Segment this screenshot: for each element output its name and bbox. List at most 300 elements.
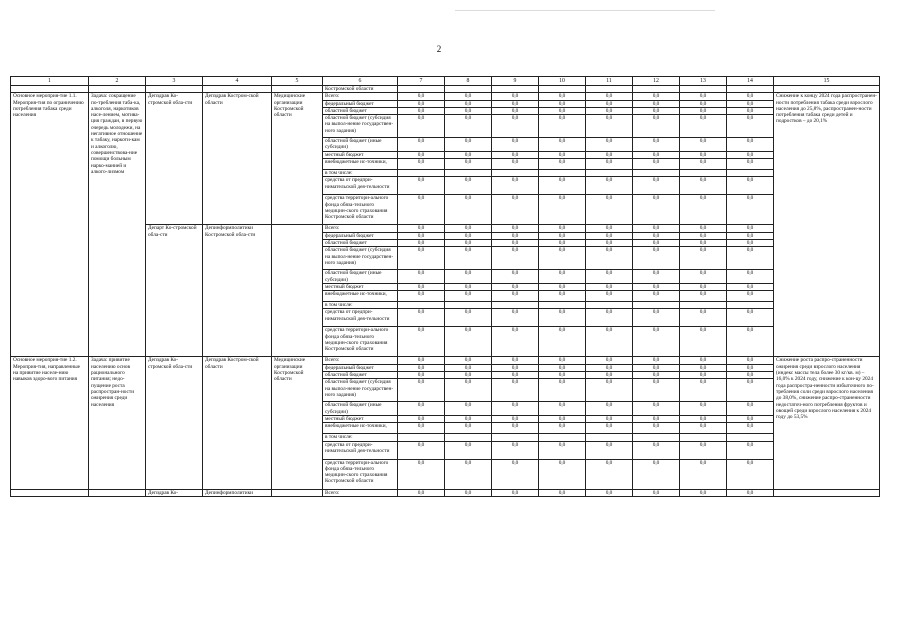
funding-value: 0,0 (586, 423, 633, 434)
funding-value: 0,0 (492, 225, 539, 232)
responsible-executor: Департ Ко-стромской обла-сти (146, 225, 203, 357)
funding-value: 0,0 (492, 441, 539, 459)
funding-value: 0,0 (633, 364, 680, 371)
funding-value: 0,0 (586, 107, 633, 114)
funding-value (398, 434, 445, 441)
funding-value: 0,0 (633, 239, 680, 246)
responsible-executor: Депздрав Ко-стромской обла-сти (146, 93, 203, 225)
funding-value: 0,0 (727, 100, 774, 107)
funding-source: средства территори-ального фонда обяза-тельного медицин-ского страхования Костромской области (323, 459, 398, 489)
funding-source: местный бюджет (323, 283, 398, 290)
funding-value: 0,0 (445, 115, 492, 138)
funding-value: 0,0 (727, 309, 774, 327)
funding-value: 0,0 (727, 379, 774, 402)
funding-value: 0,0 (727, 159, 774, 170)
funding-value: 0,0 (586, 415, 633, 422)
funding-value: 0,0 (398, 270, 445, 284)
funding-value: 0,0 (586, 283, 633, 290)
funding-value: 0,0 (445, 309, 492, 327)
funding-value: 0,0 (492, 115, 539, 138)
funding-value: 0,0 (680, 151, 727, 158)
funding-value: 0,0 (680, 247, 727, 270)
funding-value: 0,0 (398, 247, 445, 270)
funding-value: 0,0 (586, 232, 633, 239)
expected-result: Снижение роста распро-страненности ожирения среди взрослого населения (индекс массы тела более 30 кг/кв. м) – 16,0% к 2024 году, снижение к кон-цу 2024 года распростра-ненности избыточного по-требления соли среди взрослого населения до 38,0%, снижение распро-страненности недостаточ-ного потребления фруктов и овощей среди взрослого населения к 2024 году до 53,5% (774, 357, 880, 489)
measure-title: Основное мероприя-тие 1.2. Мероприя-тия, направленные на привитие населе-нию навыков здоро-вого питания (11, 357, 89, 489)
funding-value: 0,0 (492, 423, 539, 434)
funding-value: 0,0 (445, 415, 492, 422)
funding-value: 0,0 (492, 327, 539, 357)
funding-value: 0,0 (398, 239, 445, 246)
funding-value: 0,0 (633, 159, 680, 170)
funding-value: 0,0 (539, 291, 586, 302)
funding-value: 0,0 (633, 309, 680, 327)
funding-value: 0,0 (727, 93, 774, 100)
funding-value: 0,0 (680, 100, 727, 107)
funding-value: 0,0 (727, 327, 774, 357)
column-number: 15 (774, 77, 880, 86)
funding-value (727, 434, 774, 441)
participant-organization (272, 225, 323, 357)
funding-value: 0,0 (492, 402, 539, 416)
funding-value: 0,0 (398, 107, 445, 114)
funding-value: 0,0 (539, 372, 586, 379)
funding-value: 0,0 (727, 232, 774, 239)
funding-value: 0,0 (398, 357, 445, 364)
funding-value: 0,0 (398, 283, 445, 290)
funding-value: 0,0 (445, 291, 492, 302)
funding-value: 0,0 (492, 138, 539, 152)
funding-value: 0,0 (586, 489, 633, 496)
funding-value: 0,0 (586, 402, 633, 416)
funding-value: 0,0 (539, 283, 586, 290)
funding-value: 0,0 (680, 372, 727, 379)
funding-value: 0,0 (398, 93, 445, 100)
funding-value (633, 302, 680, 309)
funding-value: 0,0 (539, 402, 586, 416)
funding-value: 0,0 (398, 177, 445, 195)
funding-value: 0,0 (586, 247, 633, 270)
funding-value: 0,0 (680, 441, 727, 459)
funding-row (11, 357, 880, 364)
funding-value (492, 434, 539, 441)
funding-source: внебюджетные ис-точники, (323, 291, 398, 302)
funding-value: 0,0 (586, 364, 633, 371)
column-number: 9 (492, 77, 539, 86)
funding-value: 0,0 (539, 270, 586, 284)
funding-source: внебюджетные ис-точники, (323, 159, 398, 170)
funding-value: 0,0 (398, 379, 445, 402)
funding-source: Всего: (323, 489, 398, 496)
funding-value: 0,0 (492, 372, 539, 379)
funding-value (398, 302, 445, 309)
funding-source: Всего: (323, 225, 398, 232)
funding-value: 0,0 (445, 151, 492, 158)
funding-source: областной бюджет (иные субсидии) (323, 402, 398, 416)
funding-value: 0,0 (539, 327, 586, 357)
measure-title: Основное мероприя-тие 1.1. Мероприя-тия по ограничению потребления табака среди населения (11, 93, 89, 357)
funding-value (727, 170, 774, 177)
funding-value: 0,0 (680, 291, 727, 302)
funding-value: 0,0 (633, 270, 680, 284)
funding-value: 0,0 (492, 459, 539, 489)
funding-value: 0,0 (727, 239, 774, 246)
funding-value: 0,0 (398, 327, 445, 357)
funding-value: 0,0 (727, 489, 774, 496)
funding-value: 0,0 (633, 225, 680, 232)
program-table (10, 76, 880, 497)
funding-value: 0,0 (633, 247, 680, 270)
funding-value: 0,0 (492, 232, 539, 239)
funding-value: 0,0 (539, 151, 586, 158)
funding-value: 0,0 (492, 93, 539, 100)
funding-value: 0,0 (633, 402, 680, 416)
funding-value: 0,0 (633, 291, 680, 302)
funding-value: 0,0 (492, 309, 539, 327)
funding-value: 0,0 (539, 138, 586, 152)
funding-value: 0,0 (680, 177, 727, 195)
funding-value: 0,0 (680, 283, 727, 290)
funding-value: 0,0 (680, 159, 727, 170)
funding-value: 0,0 (539, 107, 586, 114)
funding-source: областной бюджет (субсидия на выпол-нение государствен-ного задания) (323, 115, 398, 138)
funding-value: 0,0 (445, 225, 492, 232)
funding-value: 0,0 (633, 441, 680, 459)
funding-value (539, 302, 586, 309)
funding-source: областной бюджет (323, 107, 398, 114)
funding-value: 0,0 (492, 177, 539, 195)
funding-row (11, 93, 880, 100)
funding-value: 0,0 (445, 138, 492, 152)
funding-value: 0,0 (492, 107, 539, 114)
responsible-executor: Депздрав Ко- (146, 489, 203, 496)
funding-value (680, 302, 727, 309)
funding-value: 0,0 (633, 177, 680, 195)
funding-value: 0,0 (727, 138, 774, 152)
funding-source: местный бюджет (323, 151, 398, 158)
column-number: 14 (727, 77, 774, 86)
funding-value: 0,0 (680, 225, 727, 232)
funding-value: 0,0 (633, 327, 680, 357)
funding-value (680, 170, 727, 177)
funding-value: 0,0 (445, 177, 492, 195)
funding-value: 0,0 (445, 195, 492, 225)
funding-value: 0,0 (398, 402, 445, 416)
funding-value: 0,0 (586, 379, 633, 402)
funding-value: 0,0 (680, 357, 727, 364)
column-number-row (11, 77, 880, 86)
funding-value: 0,0 (398, 309, 445, 327)
funding-value (445, 434, 492, 441)
funding-value: 0,0 (727, 459, 774, 489)
funding-value: 0,0 (680, 232, 727, 239)
funding-value: 0,0 (727, 415, 774, 422)
funding-value: 0,0 (680, 107, 727, 114)
funding-value: 0,0 (539, 232, 586, 239)
funding-value (492, 302, 539, 309)
funding-value (727, 302, 774, 309)
funding-value: 0,0 (539, 100, 586, 107)
funding-source: федеральный бюджет (323, 364, 398, 371)
funding-value: 0,0 (539, 177, 586, 195)
funding-value: 0,0 (398, 372, 445, 379)
funding-source: средства от предпри-нимательской дея-тельности (323, 309, 398, 327)
funding-value (539, 170, 586, 177)
funding-value: 0,0 (539, 195, 586, 225)
column-number: 4 (203, 77, 272, 86)
funding-value: 0,0 (539, 459, 586, 489)
funding-value: 0,0 (680, 459, 727, 489)
funding-value: 0,0 (492, 270, 539, 284)
funding-value: 0,0 (633, 372, 680, 379)
funding-value: 0,0 (727, 270, 774, 284)
funding-value: 0,0 (492, 379, 539, 402)
funding-value: 0,0 (539, 441, 586, 459)
funding-value: 0,0 (445, 423, 492, 434)
funding-source: средства территори-ального фонда обяза-тельного медицин-ского страхования Костромской области (323, 195, 398, 225)
funding-value (586, 434, 633, 441)
funding-value: 0,0 (492, 415, 539, 422)
funding-value (445, 170, 492, 177)
funding-value: 0,0 (445, 364, 492, 371)
funding-value: 0,0 (727, 364, 774, 371)
funding-value: 0,0 (727, 247, 774, 270)
funding-value: 0,0 (586, 372, 633, 379)
funding-value: 0,0 (539, 357, 586, 364)
funding-value: 0,0 (633, 357, 680, 364)
funding-value: 0,0 (445, 232, 492, 239)
funding-value: 0,0 (727, 402, 774, 416)
funding-value: 0,0 (398, 138, 445, 152)
funding-value: 0,0 (633, 232, 680, 239)
funding-value: 0,0 (445, 107, 492, 114)
funding-value: 0,0 (398, 489, 445, 496)
funding-value: 0,0 (539, 489, 586, 496)
funding-value: 0,0 (633, 195, 680, 225)
funding-value: 0,0 (445, 357, 492, 364)
funding-value: 0,0 (633, 107, 680, 114)
funding-source: Всего: (323, 93, 398, 100)
funding-value: 0,0 (398, 423, 445, 434)
funding-value: 0,0 (633, 283, 680, 290)
funding-value: 0,0 (445, 93, 492, 100)
funding-value: 0,0 (586, 115, 633, 138)
funding-value: 0,0 (633, 100, 680, 107)
funding-value: 0,0 (727, 441, 774, 459)
column-number: 13 (680, 77, 727, 86)
co-executor: Депинформполитики (203, 489, 272, 496)
co-executor: Депздрав Костром-ской области (203, 357, 272, 489)
funding-value: 0,0 (586, 93, 633, 100)
funding-value: 0,0 (539, 247, 586, 270)
funding-value (586, 170, 633, 177)
funding-value: 0,0 (539, 93, 586, 100)
funding-value: 0,0 (727, 225, 774, 232)
funding-value: 0,0 (633, 423, 680, 434)
funding-value: 0,0 (492, 357, 539, 364)
column-number: 1 (11, 77, 89, 86)
column-number: 7 (398, 77, 445, 86)
funding-value: 0,0 (445, 327, 492, 357)
funding-value: 0,0 (633, 489, 680, 496)
funding-source: Всего: (323, 357, 398, 364)
funding-source: в том числе: (323, 302, 398, 309)
funding-source: областной бюджет (субсидия на выпол-нение государствен-ного задания) (323, 247, 398, 270)
funding-value: 0,0 (398, 195, 445, 225)
funding-value: 0,0 (727, 195, 774, 225)
funding-value: 0,0 (727, 151, 774, 158)
funding-value: 0,0 (633, 379, 680, 402)
funding-value: 0,0 (727, 107, 774, 114)
funding-source: средства территори-ального фонда обяза-тельного медицин-ского страхования Костромской области (323, 327, 398, 357)
funding-value: 0,0 (539, 309, 586, 327)
funding-value: 0,0 (586, 327, 633, 357)
funding-value: 0,0 (539, 159, 586, 170)
funding-value: 0,0 (586, 177, 633, 195)
funding-value: 0,0 (727, 372, 774, 379)
funding-value: 0,0 (586, 159, 633, 170)
funding-value: 0,0 (680, 93, 727, 100)
funding-value (398, 170, 445, 177)
funding-value: 0,0 (398, 115, 445, 138)
funding-value: 0,0 (492, 489, 539, 496)
task-description: Задача: привитие населению основ рационального питания; недо-пущение роста распростран-ности ожирения среди населения (89, 357, 146, 489)
funding-value: 0,0 (539, 423, 586, 434)
funding-value: 0,0 (398, 151, 445, 158)
co-executor: Депинформполитики Костромской обла-сти (203, 225, 272, 357)
funding-value: 0,0 (492, 159, 539, 170)
funding-value (492, 170, 539, 177)
co-executor: Депздрав Костром-ской области (203, 93, 272, 225)
participant-organization: Медицинские организации Костромской области (272, 93, 323, 225)
column-number: 2 (89, 77, 146, 86)
funding-value: 0,0 (398, 291, 445, 302)
funding-value: 0,0 (445, 402, 492, 416)
funding-value: 0,0 (727, 357, 774, 364)
funding-value: 0,0 (398, 415, 445, 422)
funding-value: 0,0 (586, 138, 633, 152)
funding-source: областной бюджет (иные субсидии) (323, 138, 398, 152)
funding-source: местный бюджет (323, 415, 398, 422)
funding-value: 0,0 (680, 138, 727, 152)
funding-value: 0,0 (398, 364, 445, 371)
funding-value: 0,0 (680, 115, 727, 138)
funding-value: 0,0 (727, 423, 774, 434)
funding-value: 0,0 (445, 247, 492, 270)
funding-value: 0,0 (445, 441, 492, 459)
funding-value: 0,0 (586, 195, 633, 225)
funding-value: 0,0 (492, 283, 539, 290)
funding-value: 0,0 (445, 270, 492, 284)
column-number: 10 (539, 77, 586, 86)
funding-value: 0,0 (633, 151, 680, 158)
responsible-executor: Депздрав Ко-стромской обла-сти (146, 357, 203, 489)
funding-value: 0,0 (445, 489, 492, 496)
continuation-row (11, 86, 880, 93)
funding-source: федеральный бюджет (323, 100, 398, 107)
funding-value: 0,0 (680, 379, 727, 402)
funding-value: 0,0 (492, 239, 539, 246)
column-number: 5 (272, 77, 323, 86)
funding-value: 0,0 (586, 357, 633, 364)
funding-value: 0,0 (539, 415, 586, 422)
funding-source: внебюджетные ис-точники, (323, 423, 398, 434)
funding-value: 0,0 (445, 372, 492, 379)
funding-value: 0,0 (398, 159, 445, 170)
funding-value: 0,0 (727, 283, 774, 290)
funding-source: в том числе: (323, 434, 398, 441)
funding-value: 0,0 (727, 177, 774, 195)
funding-value: 0,0 (539, 364, 586, 371)
funding-value: 0,0 (680, 489, 727, 496)
column-number: 11 (586, 77, 633, 86)
funding-value: 0,0 (633, 459, 680, 489)
funding-value (445, 302, 492, 309)
funding-value (633, 434, 680, 441)
funding-value: 0,0 (492, 100, 539, 107)
funding-value: 0,0 (539, 379, 586, 402)
funding-value: 0,0 (586, 225, 633, 232)
column-number: 12 (633, 77, 680, 86)
task-description: Задача: сокращение по-требления таба-ка, алкоголя, наркотиков насе-лением, мотива-ция граждан, в первую очередь молодежи, на негативное отношение к табаку, наркоти-кам и алкоголю, совершенствова-ние помощи больным нарко-манией и алкого-лизмом (89, 93, 146, 357)
funding-value: 0,0 (492, 151, 539, 158)
funding-value: 0,0 (633, 93, 680, 100)
column-number: 6 (323, 77, 398, 86)
funding-value: 0,0 (445, 159, 492, 170)
funding-value: 0,0 (492, 247, 539, 270)
funding-value: 0,0 (586, 309, 633, 327)
funding-row-partial (11, 489, 880, 496)
funding-value: 0,0 (445, 283, 492, 290)
scan-artifact-line (455, 10, 715, 11)
funding-value: 0,0 (680, 239, 727, 246)
funding-value: 0,0 (445, 379, 492, 402)
funding-value: 0,0 (586, 100, 633, 107)
funding-source: областной бюджет (субсидия на выпол-нение государствен-ного задания) (323, 379, 398, 402)
funding-value: 0,0 (492, 195, 539, 225)
funding-value: 0,0 (633, 138, 680, 152)
funding-source: областной бюджет (323, 372, 398, 379)
funding-value (680, 434, 727, 441)
funding-source: средства от предпри-нимательской дея-тельности (323, 441, 398, 459)
funding-value (633, 170, 680, 177)
funding-value: 0,0 (680, 415, 727, 422)
column-number: 8 (445, 77, 492, 86)
funding-source: областной бюджет (иные субсидии) (323, 270, 398, 284)
funding-value: 0,0 (492, 364, 539, 371)
column-number: 3 (146, 77, 203, 86)
funding-value: 0,0 (727, 115, 774, 138)
funding-source: федеральный бюджет (323, 232, 398, 239)
funding-value: 0,0 (539, 115, 586, 138)
funding-value: 0,0 (586, 270, 633, 284)
funding-value: 0,0 (586, 239, 633, 246)
funding-value: 0,0 (586, 441, 633, 459)
funding-value (539, 434, 586, 441)
funding-value: 0,0 (445, 459, 492, 489)
participant-organization: Медицинские организации Костромской области (272, 357, 323, 489)
funding-value: 0,0 (398, 225, 445, 232)
funding-value: 0,0 (680, 195, 727, 225)
funding-value: 0,0 (539, 225, 586, 232)
funding-value: 0,0 (398, 100, 445, 107)
expected-result: Снижение к концу 2024 года распространен-ности потребления табака среди взрослого населения до 25,8%, распространен-ности потребления табака среди детей и подростков – до 20,1% (774, 93, 880, 357)
funding-value: 0,0 (445, 239, 492, 246)
funding-value: 0,0 (586, 151, 633, 158)
funding-value (586, 302, 633, 309)
funding-value: 0,0 (633, 115, 680, 138)
funding-source: областной бюджет (323, 239, 398, 246)
